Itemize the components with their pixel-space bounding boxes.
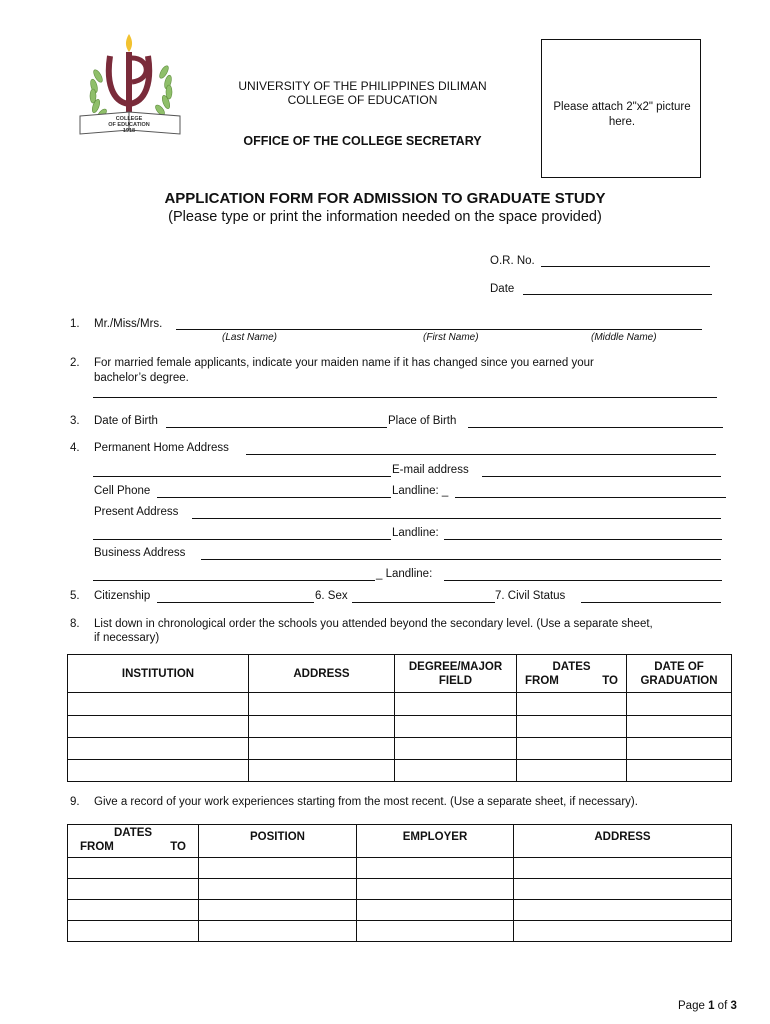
pob-label: Place of Birth: [388, 415, 457, 427]
home-address-field-1[interactable]: [246, 454, 716, 455]
citizenship-label: Citizenship: [94, 590, 151, 602]
page-prefix: Page: [678, 1000, 705, 1012]
present-address-label: Present Address: [94, 506, 179, 518]
business-landline-label: _ Landline:: [376, 568, 433, 580]
col-dates-sub: [517, 674, 626, 688]
home-address-field-2[interactable]: [93, 476, 391, 477]
col-institution: INSTITUTION: [68, 655, 249, 693]
citizenship-field[interactable]: [157, 602, 314, 603]
page-total: 3: [730, 1000, 737, 1012]
svg-text:OF EDUCATION: OF EDUCATION: [108, 122, 150, 128]
col-degree: [395, 655, 517, 693]
work-col-dates-title: DATES: [113, 827, 153, 839]
table-row: [68, 858, 732, 879]
dob-field[interactable]: [166, 427, 387, 428]
college-logo: [72, 32, 187, 140]
photo-box[interactable]: [541, 39, 701, 178]
q3-number: 3.: [70, 415, 80, 427]
work-col-address: ADDRESS: [514, 825, 732, 858]
col-graduation-line2: GRADUATION: [640, 674, 718, 687]
home-address-label: Permanent Home Address: [94, 442, 229, 454]
q2-text-line2: bachelor’s degree.: [94, 372, 189, 384]
table-row: [68, 921, 732, 942]
svg-text:1918: 1918: [122, 128, 136, 134]
middle-name-caption: (Middle Name): [591, 332, 657, 343]
work-table: [67, 824, 732, 942]
present-address-field-2[interactable]: [93, 539, 391, 540]
q9-number: 9.: [70, 796, 80, 808]
work-col-employer: EMPLOYER: [357, 825, 514, 858]
col-degree-line1: DEGREE/MAJOR: [408, 660, 503, 673]
pob-field[interactable]: [468, 427, 723, 428]
college-name: COLLEGE OF EDUCATION: [287, 93, 438, 107]
q8-number: 8.: [70, 618, 80, 630]
schools-table: [67, 654, 732, 782]
office-name: OFFICE OF THE COLLEGE SECRETARY: [243, 134, 482, 148]
sex-label: 6. Sex: [315, 590, 348, 602]
business-address-field-2[interactable]: [93, 580, 375, 581]
photo-box-instruction: Please attach 2"x2" picture here.: [553, 101, 691, 128]
col-degree-line2: FIELD: [438, 674, 473, 687]
maiden-name-field[interactable]: [93, 397, 717, 398]
col-graduation: [627, 655, 732, 693]
dob-label: Date of Birth: [94, 415, 158, 427]
civil-status-label: 7. Civil Status: [495, 590, 566, 602]
page-number: 1: [708, 1000, 715, 1012]
col-dates: [517, 655, 627, 693]
home-landline-label: Landline: _: [392, 485, 449, 497]
q2-text-line1: For married female applicants, indicate your maiden name if it has changed since you earned your: [94, 357, 594, 369]
q4-number: 4.: [70, 442, 80, 454]
table-row: [68, 879, 732, 900]
col-dates-title: DATES: [552, 660, 591, 673]
full-name-field[interactable]: [176, 329, 702, 330]
home-landline-field[interactable]: [455, 497, 726, 498]
date-field[interactable]: [523, 294, 712, 295]
q8-text-line2: if necessary): [94, 632, 160, 644]
date-label: Date: [490, 283, 515, 295]
salutation-label: Mr./Miss/Mrs.: [94, 318, 163, 330]
business-landline-field[interactable]: [444, 580, 722, 581]
col-address: ADDRESS: [249, 655, 395, 693]
business-address-field-1[interactable]: [201, 559, 721, 560]
col-dates-to: TO: [602, 674, 618, 687]
col-graduation-line1: DATE OF: [654, 660, 704, 673]
q2-number: 2.: [70, 357, 80, 369]
table-row: [68, 738, 732, 760]
work-col-dates-sub: [68, 840, 198, 854]
email-label: E-mail address: [392, 464, 469, 476]
civil-status-field[interactable]: [581, 602, 721, 603]
q1-number: 1.: [70, 318, 80, 330]
present-address-field-1[interactable]: [192, 518, 721, 519]
university-name: UNIVERSITY OF THE PHILIPPINES DILIMAN: [238, 79, 487, 93]
first-name-caption: (First Name): [423, 332, 479, 343]
table-row: [68, 900, 732, 921]
work-col-position: POSITION: [199, 825, 357, 858]
work-col-dates-to: TO: [170, 841, 186, 853]
last-name-caption: (Last Name): [222, 332, 278, 343]
business-address-label: Business Address: [94, 547, 186, 559]
q8-text-line1: List down in chronological order the schools you attended beyond the secondary level. (Use a separate sheet,: [94, 618, 653, 630]
present-landline-label: Landline:: [392, 527, 439, 539]
table-row: [68, 693, 732, 716]
svg-text:COLLEGE: COLLEGE: [115, 116, 143, 122]
form-title: APPLICATION FORM FOR ADMISSION TO GRADUATE STUDY: [164, 190, 606, 207]
page-indicator: [678, 1000, 737, 1012]
page-of: of: [717, 1000, 728, 1012]
or-no-field[interactable]: [541, 266, 710, 267]
q5-number: 5.: [70, 590, 80, 602]
present-landline-field[interactable]: [444, 539, 722, 540]
form-subtitle: (Please type or print the information needed on the space provided): [168, 209, 602, 225]
col-dates-from: FROM: [525, 674, 559, 687]
or-no-label: O.R. No.: [490, 255, 535, 267]
work-col-dates: [68, 825, 199, 858]
q9-text: Give a record of your work experiences starting from the most recent. (Use a separate sheet, if necessary).: [94, 796, 638, 808]
table-row: [68, 760, 732, 782]
work-col-dates-from: FROM: [80, 841, 114, 853]
cell-phone-field[interactable]: [157, 497, 391, 498]
sex-field[interactable]: [352, 602, 495, 603]
cell-phone-label: Cell Phone: [94, 485, 151, 497]
up-seal-icon: [72, 32, 187, 140]
email-field[interactable]: [482, 476, 721, 477]
table-row: [68, 716, 732, 738]
